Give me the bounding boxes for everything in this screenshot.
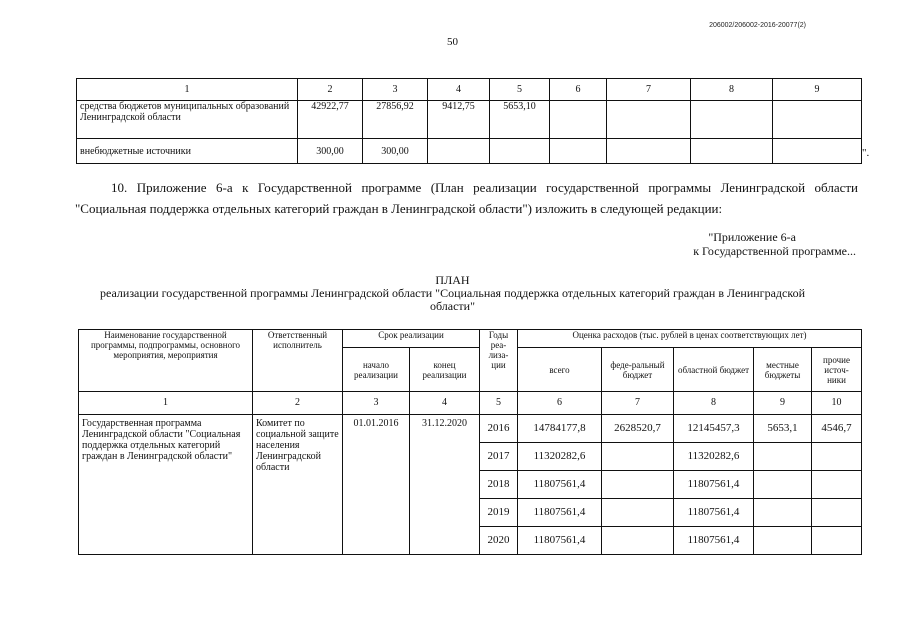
plan-title: ПЛАН bbox=[435, 273, 470, 287]
column-number: 7 bbox=[607, 79, 691, 101]
table-cell bbox=[550, 139, 607, 164]
column-number: 10 bbox=[812, 392, 862, 415]
year-cell: 2020 bbox=[480, 527, 518, 555]
other-cell bbox=[812, 443, 862, 471]
federal-cell bbox=[602, 499, 674, 527]
column-number: 3 bbox=[343, 392, 410, 415]
year-cell: 2018 bbox=[480, 471, 518, 499]
header-costs: Оценка расходов (тыс. рублей в ценах соответствующих лет) bbox=[518, 330, 862, 348]
table-cell: 300,00 bbox=[298, 139, 363, 164]
annex-line-2: к Государственной программе... bbox=[693, 244, 856, 258]
column-number: 4 bbox=[410, 392, 480, 415]
table-cell bbox=[428, 139, 490, 164]
column-number: 1 bbox=[79, 392, 253, 415]
header-years: Годы реа-лиза-ции bbox=[480, 330, 518, 392]
other-cell: 4546,7 bbox=[812, 415, 862, 443]
amendment-paragraph bbox=[75, 177, 858, 219]
header-regional: областной бюджет bbox=[674, 348, 754, 392]
column-number: 7 bbox=[602, 392, 674, 415]
header-executor: Ответственный исполнитель bbox=[253, 330, 343, 392]
table-header-row bbox=[77, 79, 862, 101]
table-cell bbox=[691, 101, 773, 139]
table-cell bbox=[607, 101, 691, 139]
program-start-date: 01.01.2016 bbox=[343, 415, 410, 555]
federal-cell bbox=[602, 471, 674, 499]
year-cell: 2016 bbox=[480, 415, 518, 443]
table-cell bbox=[550, 101, 607, 139]
column-number: 6 bbox=[518, 392, 602, 415]
header-name: Наименование государственной программы, подпрограммы, основного мероприятия, мероприятия bbox=[79, 330, 253, 392]
table-cell bbox=[691, 139, 773, 164]
column-number: 9 bbox=[773, 79, 862, 101]
total-cell: 11807561,4 bbox=[518, 471, 602, 499]
local-cell bbox=[754, 499, 812, 527]
header-federal: феде-ральный бюджет bbox=[602, 348, 674, 392]
federal-cell bbox=[602, 443, 674, 471]
total-cell: 14784177,8 bbox=[518, 415, 602, 443]
total-cell: 11807561,4 bbox=[518, 499, 602, 527]
table-cell bbox=[490, 139, 550, 164]
header-period-end: конец реализации bbox=[410, 348, 480, 392]
column-number: 1 bbox=[77, 79, 298, 101]
table-header-row bbox=[79, 330, 862, 348]
federal-cell: 2628520,7 bbox=[602, 415, 674, 443]
document-id: 206002/206002-2016-20077(2) bbox=[709, 22, 806, 29]
other-cell bbox=[812, 499, 862, 527]
total-cell: 11807561,4 bbox=[518, 527, 602, 555]
funding-sources-table bbox=[76, 78, 862, 164]
table-cell bbox=[773, 139, 862, 164]
regional-cell: 11807561,4 bbox=[674, 527, 754, 555]
regional-cell: 11807561,4 bbox=[674, 499, 754, 527]
column-number: 8 bbox=[691, 79, 773, 101]
program-end-date: 31.12.2020 bbox=[410, 415, 480, 555]
column-number-row bbox=[79, 392, 862, 415]
regional-cell: 11807561,4 bbox=[674, 471, 754, 499]
column-number: 2 bbox=[253, 392, 343, 415]
regional-cell: 11320282,6 bbox=[674, 443, 754, 471]
column-number: 5 bbox=[480, 392, 518, 415]
local-cell bbox=[754, 471, 812, 499]
local-cell: 5653,1 bbox=[754, 415, 812, 443]
closing-quote-mark: ". bbox=[862, 147, 870, 159]
table-row bbox=[77, 139, 862, 164]
local-cell bbox=[754, 527, 812, 555]
header-total: всего bbox=[518, 348, 602, 392]
page-number: 50 bbox=[447, 36, 458, 48]
table-cell: 27856,92 bbox=[363, 101, 428, 139]
implementation-plan-table bbox=[78, 329, 862, 555]
paragraph-text: 10. Приложение 6-а к Государственной программе (План реализации государственной программы Ленинградской области "Социальная поддержка отдельных категорий граждан в Ленинградской области") изложить в следующей редакции: bbox=[75, 180, 858, 216]
table-cell bbox=[773, 101, 862, 139]
column-number: 4 bbox=[428, 79, 490, 101]
header-local: местные бюджеты bbox=[754, 348, 812, 392]
annex-heading bbox=[560, 230, 856, 258]
column-number: 9 bbox=[754, 392, 812, 415]
regional-cell: 12145457,3 bbox=[674, 415, 754, 443]
other-cell bbox=[812, 527, 862, 555]
table-row bbox=[77, 101, 862, 139]
row-label: средства бюджетов муниципальных образований Ленинградской области bbox=[77, 101, 298, 139]
annex-line-1: "Приложение 6-а bbox=[708, 230, 796, 244]
table-row bbox=[79, 415, 862, 443]
federal-cell bbox=[602, 527, 674, 555]
program-name: Государственная программа Ленинградской области "Социальная поддержка отдельных категорий граждан в Ленинградской области" bbox=[79, 415, 253, 555]
table-cell: 300,00 bbox=[363, 139, 428, 164]
table-cell: 42922,77 bbox=[298, 101, 363, 139]
header-period-start: начало реализации bbox=[343, 348, 410, 392]
table-cell: 5653,10 bbox=[490, 101, 550, 139]
column-number: 5 bbox=[490, 79, 550, 101]
row-label: внебюджетные источники bbox=[77, 139, 298, 164]
year-cell: 2019 bbox=[480, 499, 518, 527]
plan-subtitle: реализации государственной программы Ленинградской области "Социальная поддержка отдельных категорий граждан в Ленинградской области" bbox=[100, 286, 805, 313]
plan-title-block bbox=[100, 274, 805, 313]
year-cell: 2017 bbox=[480, 443, 518, 471]
table-cell bbox=[607, 139, 691, 164]
program-executor: Комитет по социальной защите населения Ленинградской области bbox=[253, 415, 343, 555]
column-number: 6 bbox=[550, 79, 607, 101]
header-period: Срок реализации bbox=[343, 330, 480, 348]
header-other: прочие источ-ники bbox=[812, 348, 862, 392]
other-cell bbox=[812, 471, 862, 499]
column-number: 8 bbox=[674, 392, 754, 415]
local-cell bbox=[754, 443, 812, 471]
total-cell: 11320282,6 bbox=[518, 443, 602, 471]
column-number: 2 bbox=[298, 79, 363, 101]
table-cell: 9412,75 bbox=[428, 101, 490, 139]
column-number: 3 bbox=[363, 79, 428, 101]
